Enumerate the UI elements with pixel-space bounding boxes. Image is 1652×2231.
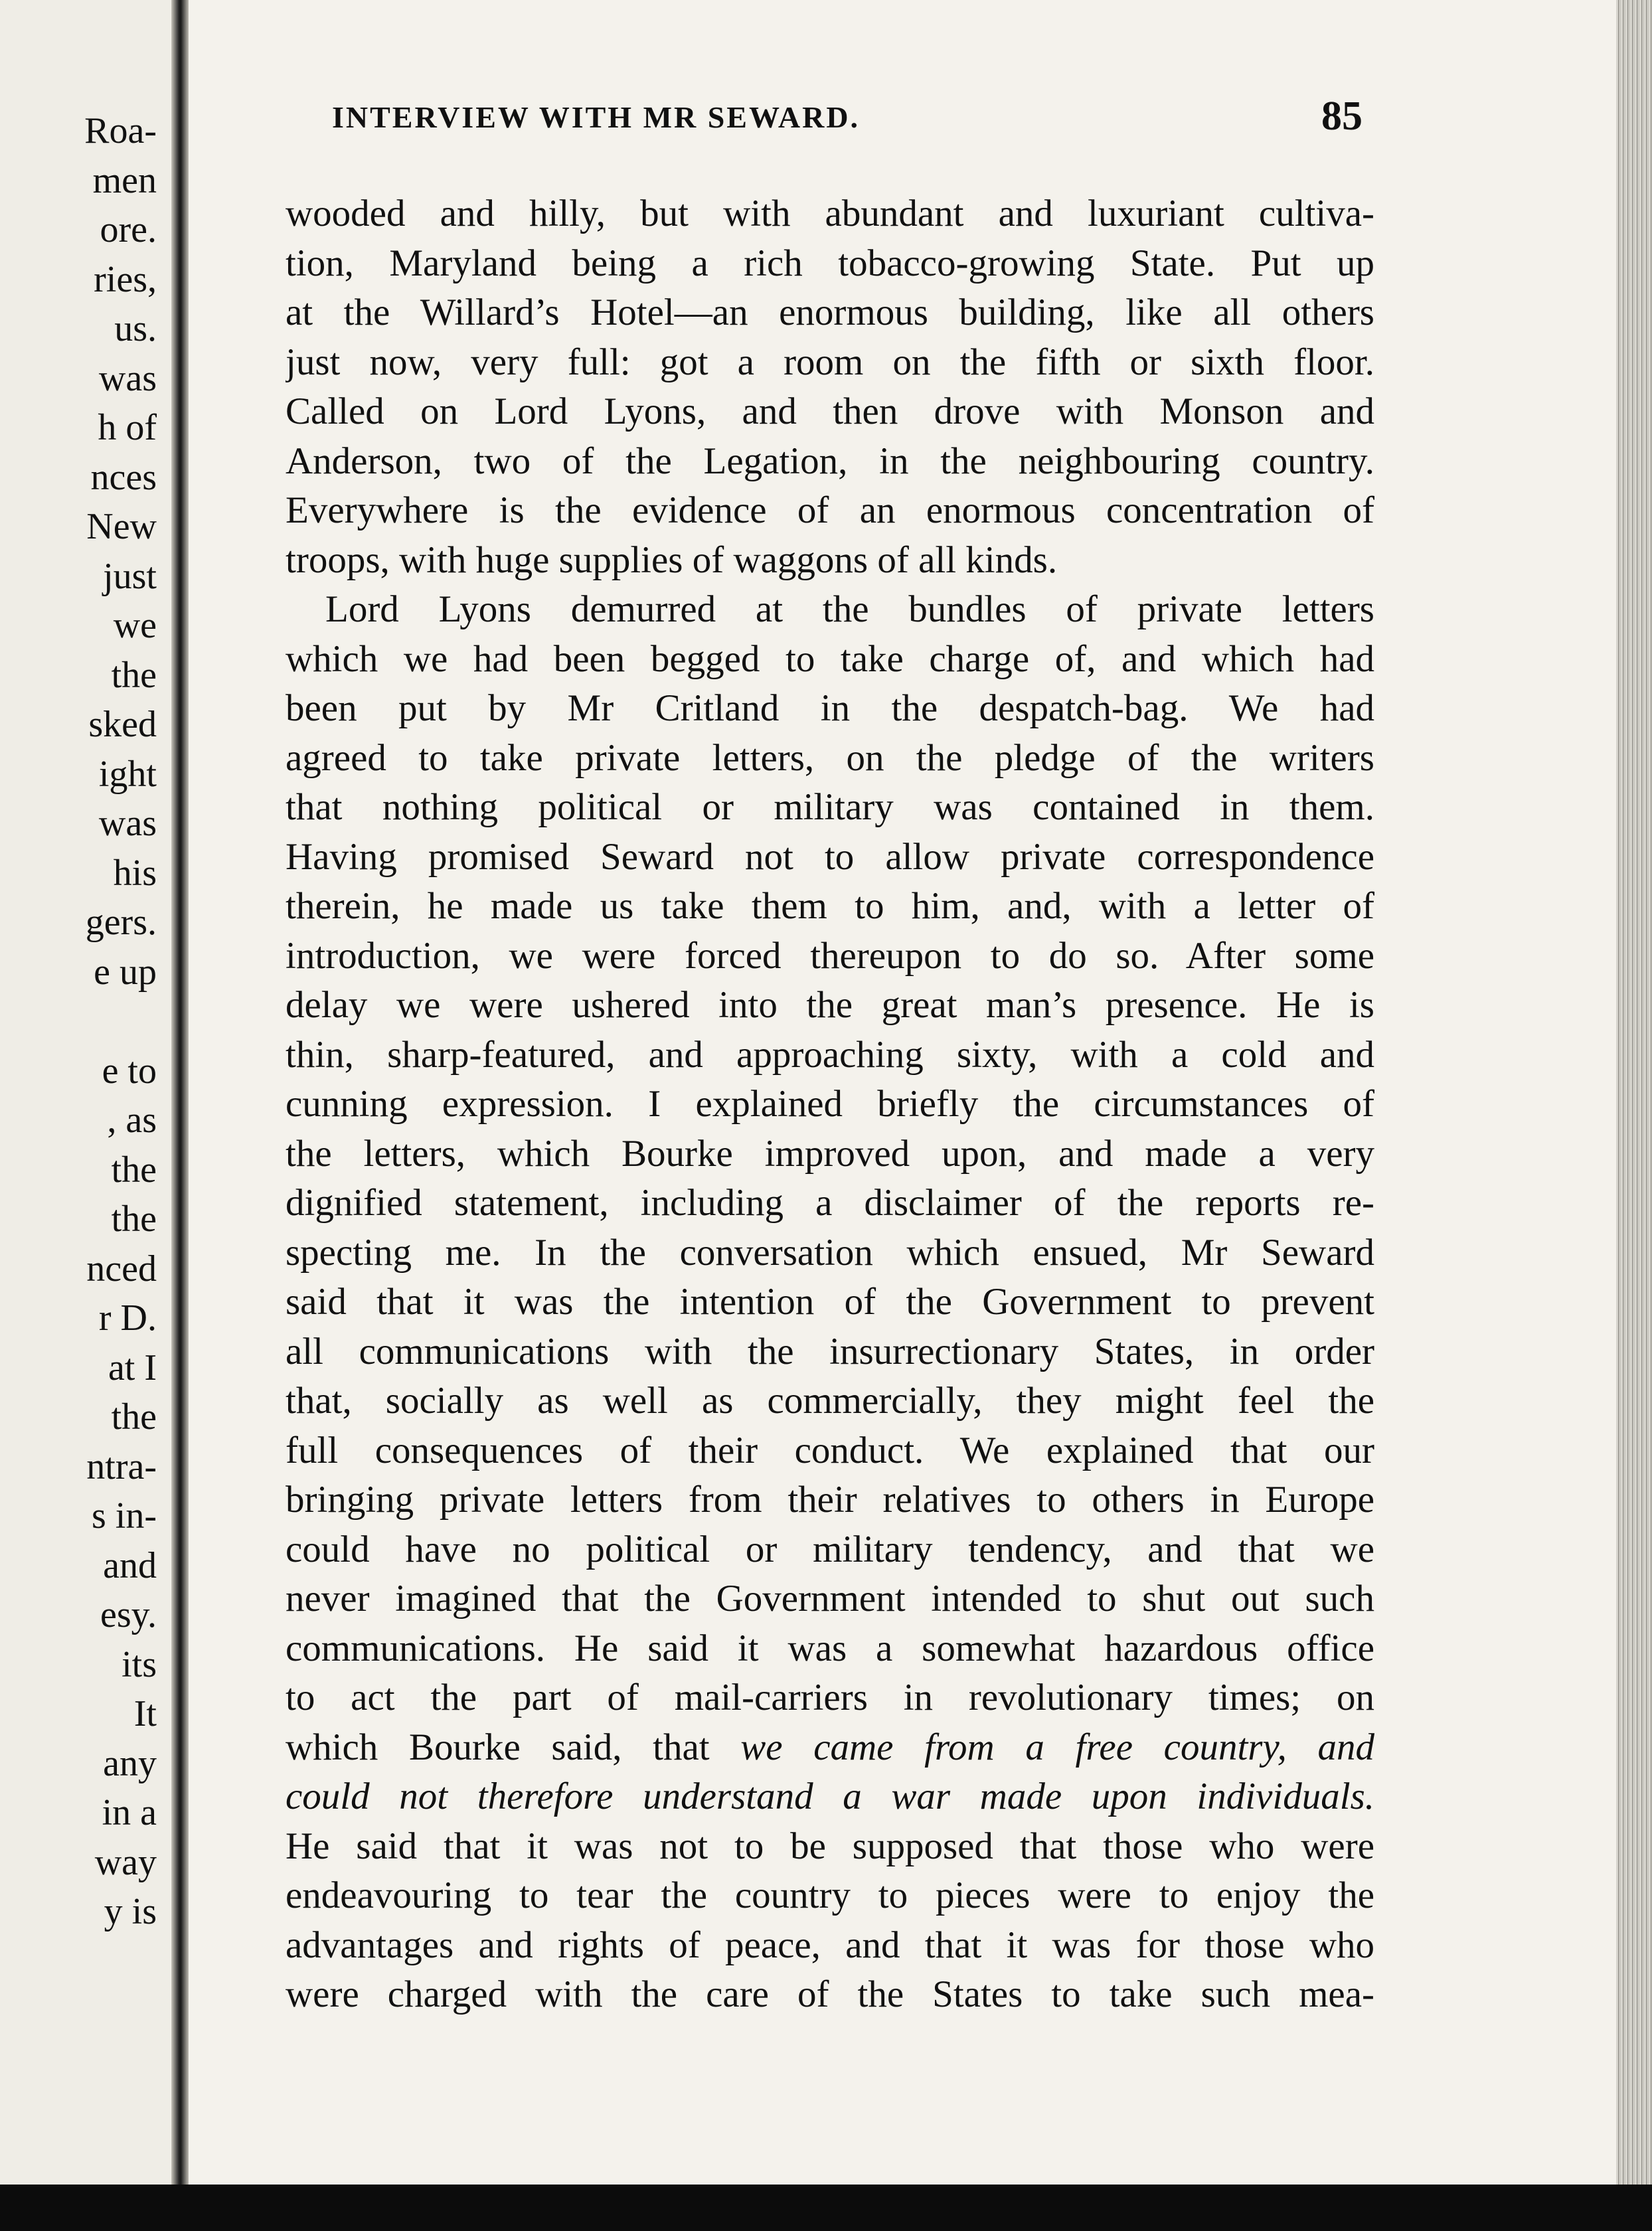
- text-line: to act the part of mail-carriers in revolutionary times; on: [286, 1677, 1374, 1718]
- fragment-line: the: [111, 1198, 157, 1240]
- running-head: INTERVIEW WITH MR SEWARD.: [332, 100, 861, 134]
- text-line: could have no political or military tendency, and that we: [286, 1528, 1374, 1570]
- fragment-line: was: [98, 357, 157, 399]
- fragment-line: just: [103, 555, 157, 597]
- text-line: delay we were ushered into the great man’s presence. He is: [286, 984, 1374, 1026]
- body-text: [286, 189, 1374, 2020]
- fragment-line: nced: [86, 1248, 157, 1289]
- fragment-line: sked: [88, 704, 157, 745]
- text-line: troops, with huge supplies of waggons of all kinds.: [286, 538, 1058, 581]
- fragment-line: in a: [102, 1792, 157, 1833]
- text-line: Called on Lord Lyons, and then drove with Monson and: [286, 390, 1374, 432]
- text-line: full consequences of their conduct. We explained that our: [286, 1429, 1374, 1471]
- fragment-line: ntra-: [86, 1446, 157, 1487]
- fragment-line: the: [111, 654, 157, 696]
- text-line: He said that it was not to be supposed that those who were: [286, 1825, 1374, 1867]
- page-edges: [1616, 0, 1652, 2231]
- text-line: Lord Lyons demurred at the bundles of private letters: [325, 588, 1374, 630]
- fragment-line: It: [133, 1693, 157, 1734]
- fragment-line: was: [98, 803, 157, 844]
- fragment-line: e to: [102, 1050, 157, 1092]
- fragment-line: at I: [108, 1347, 157, 1388]
- text-line: the letters, which Bourke improved upon, and made a very: [286, 1132, 1374, 1175]
- fragment-line: we: [113, 605, 157, 646]
- text-line: all communications with the insurrectionary States, in order: [286, 1330, 1374, 1372]
- text-line: been put by Mr Critland in the despatch-bag. We had: [286, 687, 1374, 729]
- text-line: wooded and hilly, but with abundant and luxuriant cultiva-: [286, 193, 1374, 234]
- text-line: tion, Maryland being a rich tobacco-growing State. Put up: [286, 242, 1374, 284]
- text-line: which we had been begged to take charge of, and which had: [286, 637, 1374, 680]
- fragment-line: men: [92, 159, 157, 201]
- facing-page-fragments: [0, 106, 157, 1937]
- fragment-line: y is: [104, 1891, 157, 1932]
- fragment-line: Roa-: [84, 110, 157, 151]
- scan-bottom-shadow: [0, 2185, 1652, 2231]
- fragment-line: New: [86, 506, 157, 547]
- text-line: Having promised Seward not to allow private correspondence: [286, 835, 1374, 878]
- text-line: just now, very full: got a room on the fifth or sixth floor.: [286, 341, 1374, 383]
- text-line: Anderson, two of the Legation, in the neighbouring country.: [286, 440, 1374, 482]
- text-line: therein, he made us take them to him, and, with a letter of: [286, 885, 1374, 927]
- fragment-line: ight: [98, 753, 157, 795]
- text-line: were charged with the care of the States to take such mea-: [286, 1973, 1374, 2015]
- text-line-italic: [286, 1772, 1374, 1822]
- fragment-line: r D.: [98, 1297, 157, 1339]
- page-number: 85: [1321, 94, 1363, 139]
- fragment-line: its: [122, 1643, 157, 1685]
- fragment-line: the: [111, 1396, 157, 1438]
- text-line: endeavouring to tear the country to pieces were to enjoy the: [286, 1874, 1374, 1916]
- text-line: introduction, we were forced thereupon to do so. After some: [286, 934, 1374, 977]
- text-line: at the Willard’s Hotel—an enormous building, like all others: [286, 291, 1374, 333]
- fragment-line: ore.: [100, 209, 157, 250]
- text-span: which Bourke said, that: [286, 1726, 710, 1768]
- fragment-line: esy.: [100, 1594, 157, 1635]
- text-line-mixed: [286, 1723, 1374, 1773]
- text-line: dignified statement, including a disclaimer of the reports re-: [286, 1182, 1374, 1224]
- fragment-line: [0, 997, 157, 1046]
- fragment-line: and: [103, 1544, 157, 1586]
- facing-page-left: [0, 0, 171, 2231]
- text-line: specting me. In the conversation which ensued, Mr Seward: [286, 1231, 1374, 1274]
- text-line: that, socially as well as commercially, they might feel the: [286, 1380, 1374, 1422]
- italic-span: we came from a free country, and: [740, 1726, 1374, 1768]
- fragment-line: gers.: [85, 902, 157, 943]
- fragment-line: the: [111, 1149, 157, 1191]
- text-line: agreed to take private letters, on the pledge of the writers: [286, 736, 1374, 779]
- text-line: Everywhere is the evidence of an enormous concentration of: [286, 489, 1374, 531]
- text-line: communications. He said it was a somewhat hazardous office: [286, 1627, 1374, 1669]
- fragment-line: s in-: [92, 1495, 157, 1536]
- fragment-line: ries,: [94, 258, 157, 300]
- fragment-line: his: [113, 852, 157, 894]
- fragment-line: any: [103, 1742, 157, 1784]
- fragment-line: us.: [114, 308, 157, 349]
- fragment-line: h of: [98, 407, 157, 448]
- fragment-line: nces: [90, 456, 157, 498]
- text-line: never imagined that the Government intended to shut out such: [286, 1578, 1374, 1619]
- text-line: that nothing political or military was contained in them.: [286, 786, 1374, 828]
- book-gutter: [171, 0, 189, 2231]
- text-line: said that it was the intention of the Government to prevent: [286, 1281, 1374, 1323]
- fragment-line: e up: [94, 951, 157, 993]
- text-line: bringing private letters from their relatives to others in Europe: [286, 1479, 1374, 1521]
- text-line: thin, sharp-featured, and approaching sixty, with a cold and: [286, 1033, 1374, 1076]
- text-line: cunning expression. I explained briefly the circumstances of: [286, 1083, 1374, 1125]
- fragment-line: way: [94, 1841, 157, 1883]
- fragment-line: , as: [107, 1100, 157, 1141]
- italic-span: could not therefore understand a war made upon individuals.: [286, 1776, 1374, 1817]
- text-line: advantages and rights of peace, and that it was for those who: [286, 1924, 1374, 1966]
